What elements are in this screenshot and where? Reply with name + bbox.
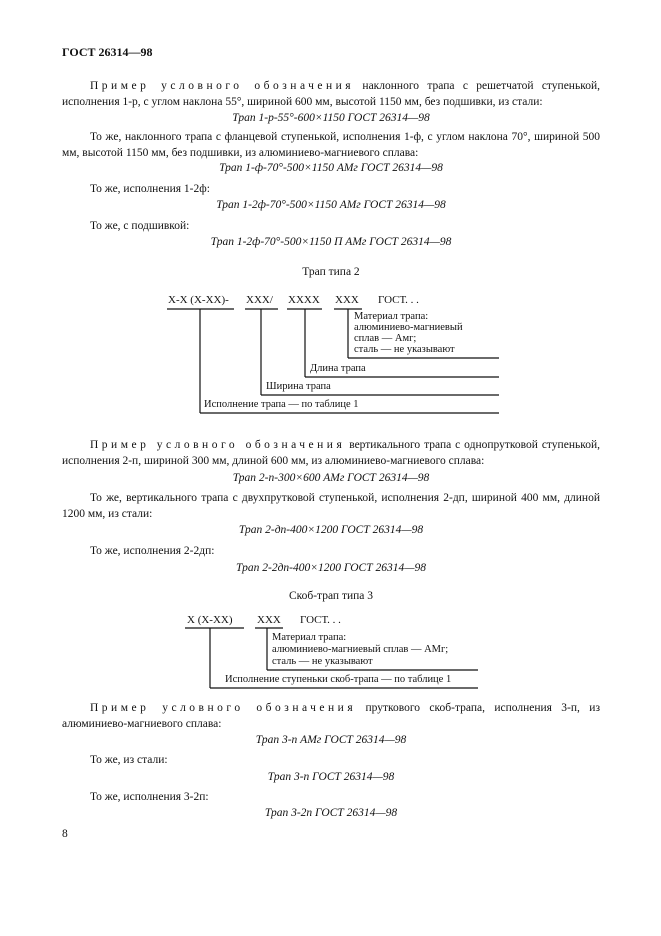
code-part-3: ХХХХ [288,294,320,306]
material-line-3: сплав — Амг; [354,333,417,344]
designation-3: Трап 1-2ф-70°-500×1150 АМг ГОСТ 26314—98 [216,199,446,211]
example-text-2: вертикального трапа с однопрутковой ступенькой, исполнения 2-п, шириной 300 мм, длиной 600 мм, из алюминиево-магниевого сплава: [62,439,600,467]
diagram-3-caption: Скоб-трап типа 3 [288,590,374,602]
material3-line-2: алюминиево-магниевый сплав — АМг; [272,644,449,655]
paragraph-2: То же, наклонного трапа с фланцевой ступенькой, исполнения 1-ф, с углом наклона 70°, шириной 500 мм, высотой 1150 мм, без подшивки, из алюминиево-магниевого сплава: [62,131,600,159]
code-part-5: ГОСТ. . . [378,294,419,306]
width-label: Ширина трапа [266,381,331,392]
code-part-1: Х-Х (Х-ХХ)- [168,294,229,306]
designation-10: Трап 3-2п ГОСТ 26314—98 [264,807,398,819]
example-lead-3: Пример условного обозначения [90,702,357,714]
example-text: наклонного трапа с решетчатой ступенькой, исполнения 1-р, с углом наклона 55°, шириной 600 мм, высотой 1150 мм, без подшивки, из стали: [62,80,600,108]
length-label: Длина трапа [310,363,366,374]
paragraph-7: То же, исполнения 2-2дп: [90,545,215,557]
material-line-1: Материал трапа: [354,311,429,322]
designation-8: Трап 3-п АМг ГОСТ 26314—98 [255,734,407,746]
paragraph-9: То же, из стали: [90,754,168,766]
material3-line-1: Материал трапа: [272,632,347,643]
material-line-2: алюминиево-магниевый [354,322,463,333]
paragraph-6: То же, вертикального трапа с двухпрутковой ступенькой, исполнения 2-дп, шириной 400 мм, длиной 1200 мм, из стали: [62,492,600,520]
designation-1: Трап 1-р-55°-600×1150 ГОСТ 26314—98 [232,112,430,124]
paragraph-10: То же, исполнения 3-2п: [90,791,209,803]
material-line-4: сталь — не указывают [354,344,455,355]
designation-9: Трап 3-п ГОСТ 26314—98 [267,771,395,783]
document-header: ГОСТ 26314—98 [62,45,153,59]
paragraph-4: То же, с подшивкой: [90,220,190,232]
example-lead: Пример условного обозначения [90,80,355,92]
example-paragraph-5 [62,437,600,469]
example-text-3: пруткового скоб-трапа, исполнения 3-п, из алюминиево-магниевого сплава: [62,702,600,730]
example-lead-2: Пример условного обозначения [90,439,346,451]
code-part-2: ХХХ/ [246,294,273,306]
code3-part-1: Х (Х-ХХ) [187,614,233,626]
designation-2: Трап 1-ф-70°-500×1150 АМг ГОСТ 26314—98 [219,162,443,174]
designation-6: Трап 2-дп-400×1200 ГОСТ 26314—98 [238,524,424,536]
designation-7: Трап 2-2дп-400×1200 ГОСТ 26314—98 [236,562,426,574]
diagram-2-caption: Трап типа 2 [302,266,360,278]
code3-part-3: ГОСТ. . . [300,614,341,626]
execution-label: Исполнение трапа — по таблице 1 [204,399,359,410]
code-part-4: ХХХ [335,294,359,306]
paragraph-3: То же, исполнения 1-2ф: [90,183,210,195]
code3-part-2: ХХХ [257,614,281,626]
designation-4: Трап 1-2ф-70°-500×1150 П АМг ГОСТ 26314—98 [210,236,452,248]
execution3-label: Исполнение ступеньки скоб-трапа — по таблице 1 [225,674,452,685]
example-paragraph-8 [62,700,600,732]
page-number: 8 [62,828,68,840]
example-paragraph-1 [62,78,600,110]
designation-5: Трап 2-п-300×600 АМг ГОСТ 26314—98 [232,472,430,484]
material3-line-3: сталь — не указывают [272,656,373,667]
